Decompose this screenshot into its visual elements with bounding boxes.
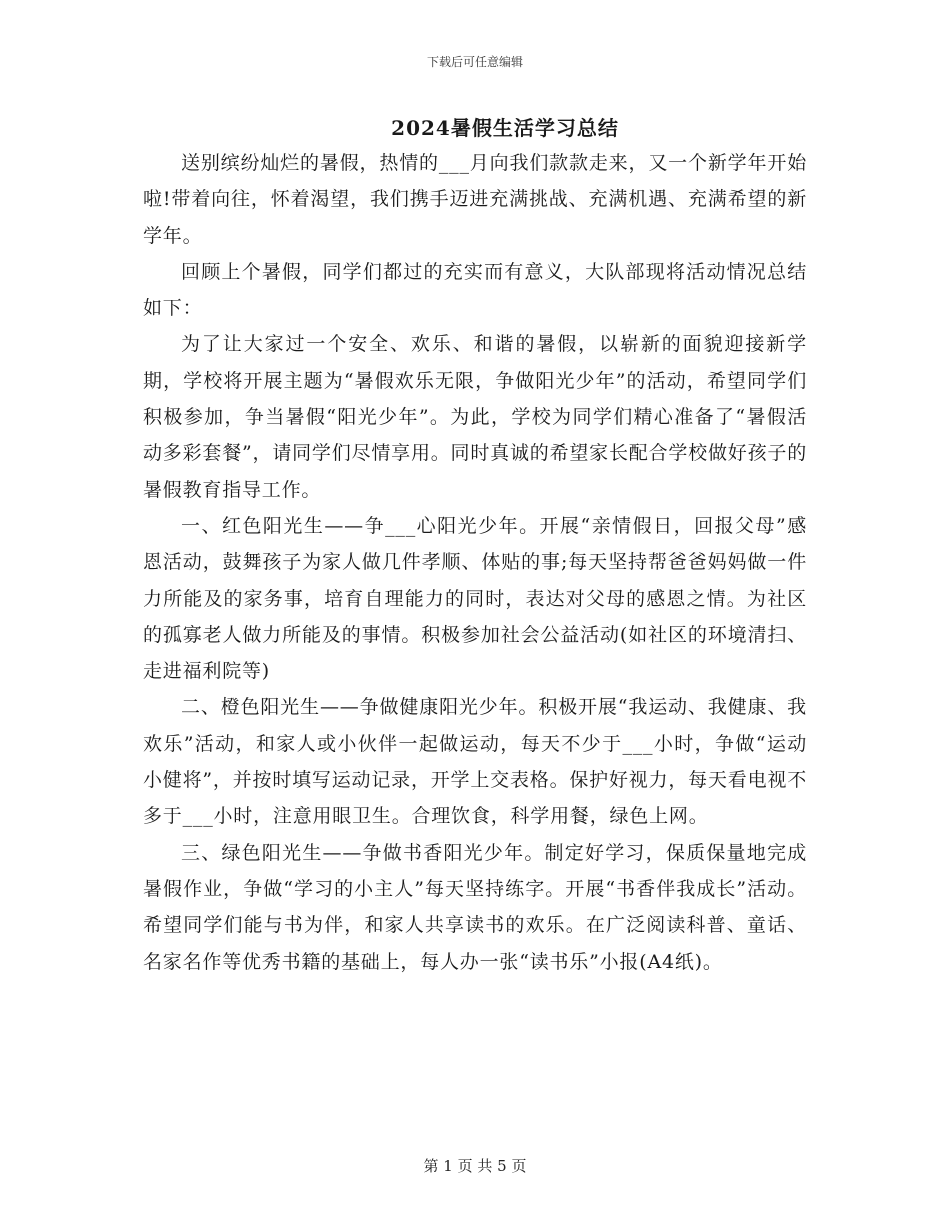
page-header-note: 下载后可任意编辑 [426, 55, 523, 69]
paragraph-red-section: 一、红色阳光生——争___心阳光少年。开展“亲情假日，回报父母”感恩活动，鼓舞孩子为家人做几件孝顺、体贴的事;每天坚持帮爸爸妈妈做一件力所能及的家务事，培育自理能力的同时，表达对父母的感恩之情。为社区的孤寡老人做力所能及的事情。积极参加社会公益活动(如社区的环境清扫、走进福利院等) [143, 514, 807, 683]
paragraph-purpose: 为了让大家过一个安全、欢乐、和谐的暑假，以崭新的面貌迎接新学期，学校将开展主题为“暑假欢乐无限，争做阳光少年”的活动，希望同学们积极参加，争当暑假“阳光少年”。为此，学校为同学们精心准备了“暑假活动多彩套餐”，请同学们尽情享用。同时真诚的希望家长配合学校做好孩子的暑假教育指导工作。 [143, 333, 807, 501]
document-body [143, 145, 807, 980]
paragraph-orange-section: 二、橙色阳光生——争做健康阳光少年。积极开展“我运动、我健康、我欢乐”活动，和家人或小伙伴一起做运动，每天不少于___小时，争做“运动小健将”，并按时填写运动记录，开学上交表格。保护好视力，每天看电视不多于___小时，注意用眼卫生。合理饮食，科学用餐，绿色上网。 [143, 696, 807, 828]
document-title: 2024暑假生活学习总结 [391, 116, 619, 140]
paragraph-green-section: 三、绿色阳光生——争做书香阳光少年。制定好学习，保质保量地完成暑假作业，争做“学习的小主人”每天坚持练字。开展“书香伴我成长”活动。希望同学们能与书为伴，和家人共享读书的欢乐。在广泛阅读科普、童话、名家名作等优秀书籍的基础上，每人办一张“读书乐”小报(A4纸)。 [143, 841, 807, 973]
paragraph-review: 回顾上个暑假，同学们都过的充实而有意义，大队部现将活动情况总结如下： [143, 260, 807, 320]
page-number: 第 1 页 共 5 页 [423, 1157, 527, 1175]
paragraph-intro: 送别缤纷灿烂的暑假，热情的___月向我们款款走来，又一个新学年开始啦!带着向往，怀着渴望，我们携手迈进充满挑战、充满机遇、充满希望的新学年。 [143, 152, 807, 247]
